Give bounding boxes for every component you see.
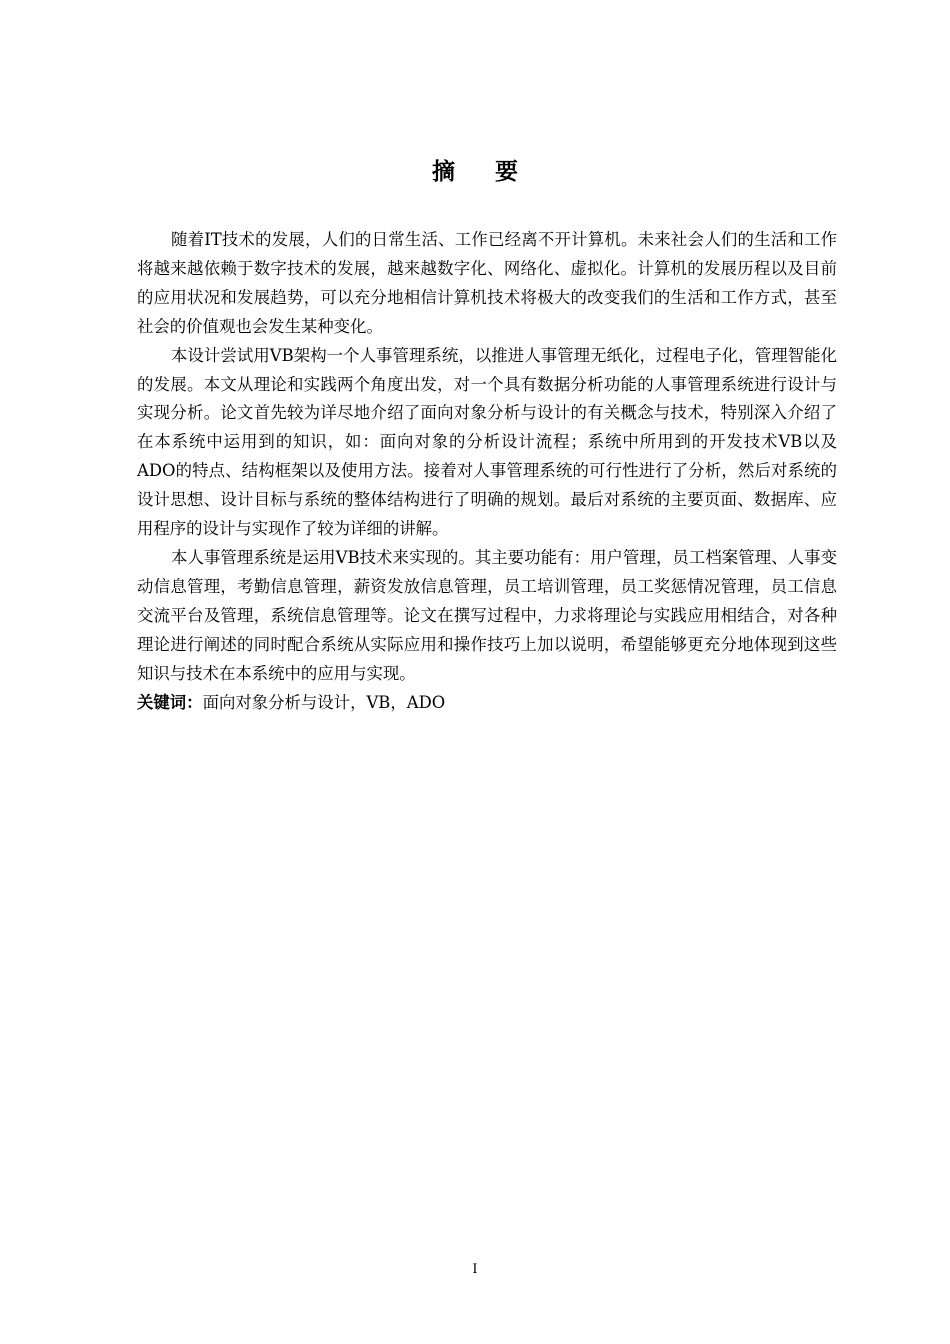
keywords-label: 关键词： xyxy=(137,692,203,712)
abstract-body xyxy=(137,226,837,717)
abstract-paragraph-1: 随着IT技术的发展，人们的日常生活、工作已经离不开计算机。未来社会人们的生活和工作将越来越依赖于数字技术的发展，越来越数字化、网络化、虚拟化。计算机的发展历程以及目前的应用状况和发展趋势，可以充分地相信计算机技术将极大的改变我们的生活和工作方式，甚至社会的价值观也会发生某种变化。 xyxy=(137,230,837,336)
keywords-value: 面向对象分析与设计，VB，ADO xyxy=(202,692,446,712)
keywords-line xyxy=(137,689,837,718)
page-number: I xyxy=(472,1262,478,1277)
abstract-paragraph-2: 本设计尝试用VB架构一个人事管理系统，以推进人事管理无纸化，过程电子化，管理智能化的发展。本文从理论和实践两个角度出发，对一个具有数据分析功能的人事管理系统进行设计与实现分析。论文首先较为详尽地介绍了面向对象分析与设计的有关概念与技术，特别深入介绍了在本系统中运用到的知识，如：面向对象的分析设计流程；系统中所用到的开发技术VB以及ADO的特点、结构框架以及使用方法。接着对人事管理系统的可行性进行了分析，然后对系统的设计思想、设计目标与系统的整体结构进行了明确的规划。最后对系统的主要页面、数据库、应用程序的设计与实现作了较为详细的讲解。 xyxy=(137,345,837,539)
abstract-title: 摘 要 xyxy=(431,159,534,185)
abstract-paragraph-3: 本人事管理系统是运用VB技术来实现的。其主要功能有：用户管理，员工档案管理、人事变动信息管理，考勤信息管理，薪资发放信息管理，员工培训管理，员工奖惩情况管理，员工信息交流平台及管理，系统信息管理等。论文在撰写过程中，力求将理论与实践应用相结合，对各种理论进行阐述的同时配合系统从实际应用和操作技巧上加以说明，希望能够更充分地体现到这些知识与技术在本系统中的应用与实现。 xyxy=(137,547,837,683)
